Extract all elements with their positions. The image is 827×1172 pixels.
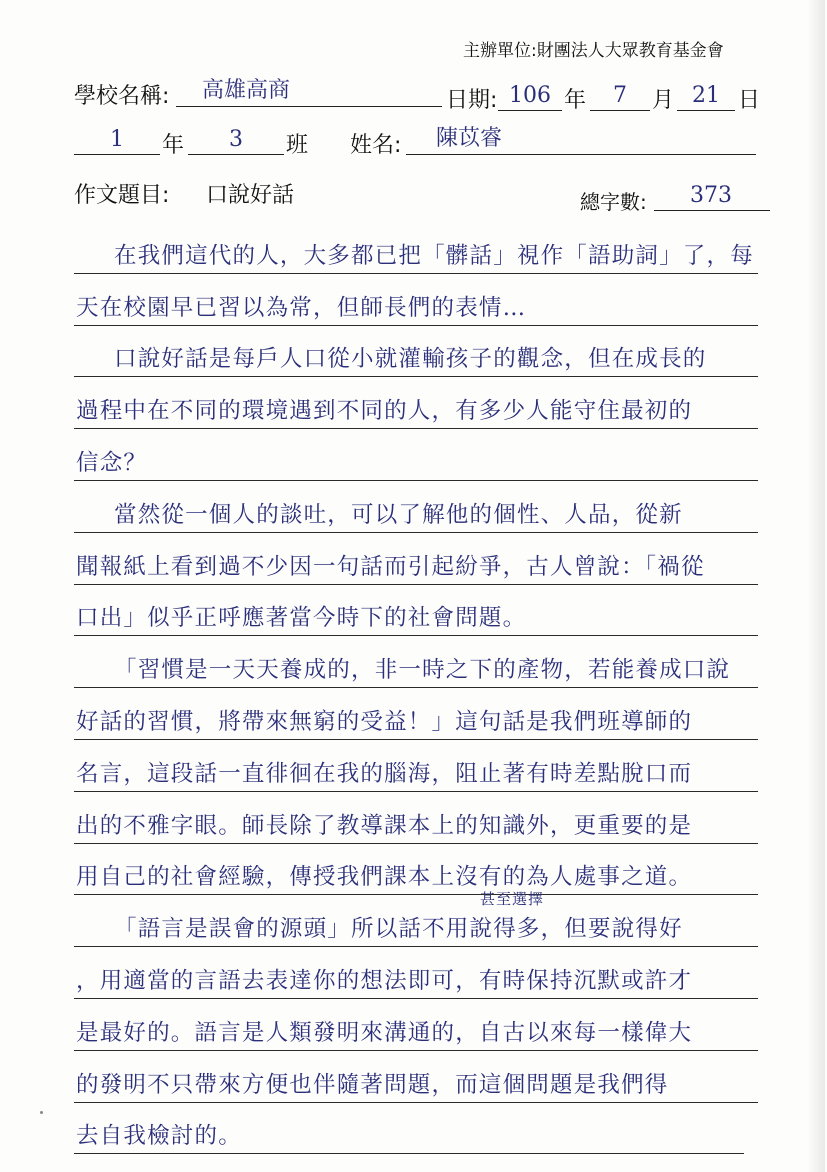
wordcount-value: 373 bbox=[690, 183, 732, 208]
topic-label: 作文題目: bbox=[74, 183, 170, 208]
month-value: 7 bbox=[613, 83, 627, 108]
day-unit: 日 bbox=[738, 88, 761, 113]
year-value: 106 bbox=[509, 83, 551, 108]
class-unit: 班 bbox=[286, 133, 309, 158]
school-field bbox=[176, 76, 442, 107]
essay-line: 出的不雅字眼。師長除了教導課本上的知識外，更重要的是 bbox=[74, 792, 758, 844]
day-field bbox=[677, 80, 735, 111]
essay-line: 口說好話是每戶人口從小就灌輸孩子的觀念，但在成長的 bbox=[74, 326, 758, 378]
grade-field bbox=[74, 124, 160, 155]
essay-line: 「習慣是一天天養成的，非一時之下的產物，若能養成口說 bbox=[74, 636, 758, 688]
name-value: 陳苡睿 bbox=[436, 126, 503, 151]
essay-line: 去自我檢討的。 bbox=[74, 1103, 744, 1155]
insertion-note: 甚至選擇 bbox=[480, 890, 545, 908]
year-unit: 年 bbox=[564, 88, 587, 113]
month-field bbox=[590, 80, 650, 111]
name-field bbox=[406, 124, 756, 155]
name-label: 姓名: bbox=[350, 133, 402, 158]
month-unit: 月 bbox=[652, 88, 675, 113]
essay-line: 口出」似乎正呼應著當今時下的社會問題。 bbox=[74, 585, 758, 637]
essay-line: 「語言是誤會的源頭」所以話不用說得多，但要說得好 bbox=[74, 895, 758, 947]
essay-line: 聞報紙上看到過不少因一句話而引起紛爭，古人曾說：「禍從 bbox=[74, 533, 758, 585]
essay-line: 天在校園早已習以為常，但師長們的表情… bbox=[74, 274, 758, 326]
page-edge-shadow bbox=[807, 0, 825, 1172]
essay-line: 名言，這段話一直徘徊在我的腦海，阻止著有時差點脫口而 bbox=[74, 740, 758, 792]
essay-line: 的發明不只帶來方便也伴隨著問題，而這個問題是我們得 bbox=[74, 1051, 758, 1103]
wordcount-label: 總字數: bbox=[580, 190, 647, 214]
class-field bbox=[188, 124, 284, 155]
essay-line: 好話的習慣，將帶來無窮的受益！」這句話是我們班導師的 bbox=[74, 688, 758, 740]
year-field bbox=[498, 80, 562, 111]
school-value: 高雄高商 bbox=[202, 78, 291, 103]
essay-line: 過程中在不同的環境遇到不同的人，有多少人能守住最初的 bbox=[74, 377, 758, 429]
organizer-text: 主辦單位:財團法人大眾教育基金會 bbox=[463, 41, 724, 61]
essay-line: 是最好的。語言是人類發明來溝通的，自古以來每一樣偉大 bbox=[74, 999, 758, 1051]
essay-line: 信念？ bbox=[74, 429, 758, 481]
date-label: 日期: bbox=[446, 88, 498, 113]
essay-line: 用自己的社會經驗，傳授我們課本上沒有的為人處事之道。 bbox=[74, 844, 758, 896]
topic-value: 口說好話 bbox=[206, 183, 295, 208]
grade-value: 1 bbox=[110, 127, 124, 152]
essay-line: 在我們這代的人，大多都已把「髒話」視作「語助詞」了，每 bbox=[74, 222, 758, 274]
wordcount-field bbox=[654, 180, 770, 211]
essay-line: 當然從一個人的談吐，可以了解他的個性、人品，從新 bbox=[74, 481, 758, 533]
grade-unit: 年 bbox=[162, 133, 185, 158]
essay-line: ，用適當的言語去表達你的想法即可，有時保持沉默或許才 bbox=[74, 947, 758, 999]
class-value: 3 bbox=[229, 127, 243, 152]
essay-body bbox=[74, 222, 758, 1154]
day-value: 21 bbox=[692, 83, 720, 108]
paper-speck bbox=[40, 1111, 43, 1114]
school-label: 學校名稱: bbox=[74, 84, 170, 109]
